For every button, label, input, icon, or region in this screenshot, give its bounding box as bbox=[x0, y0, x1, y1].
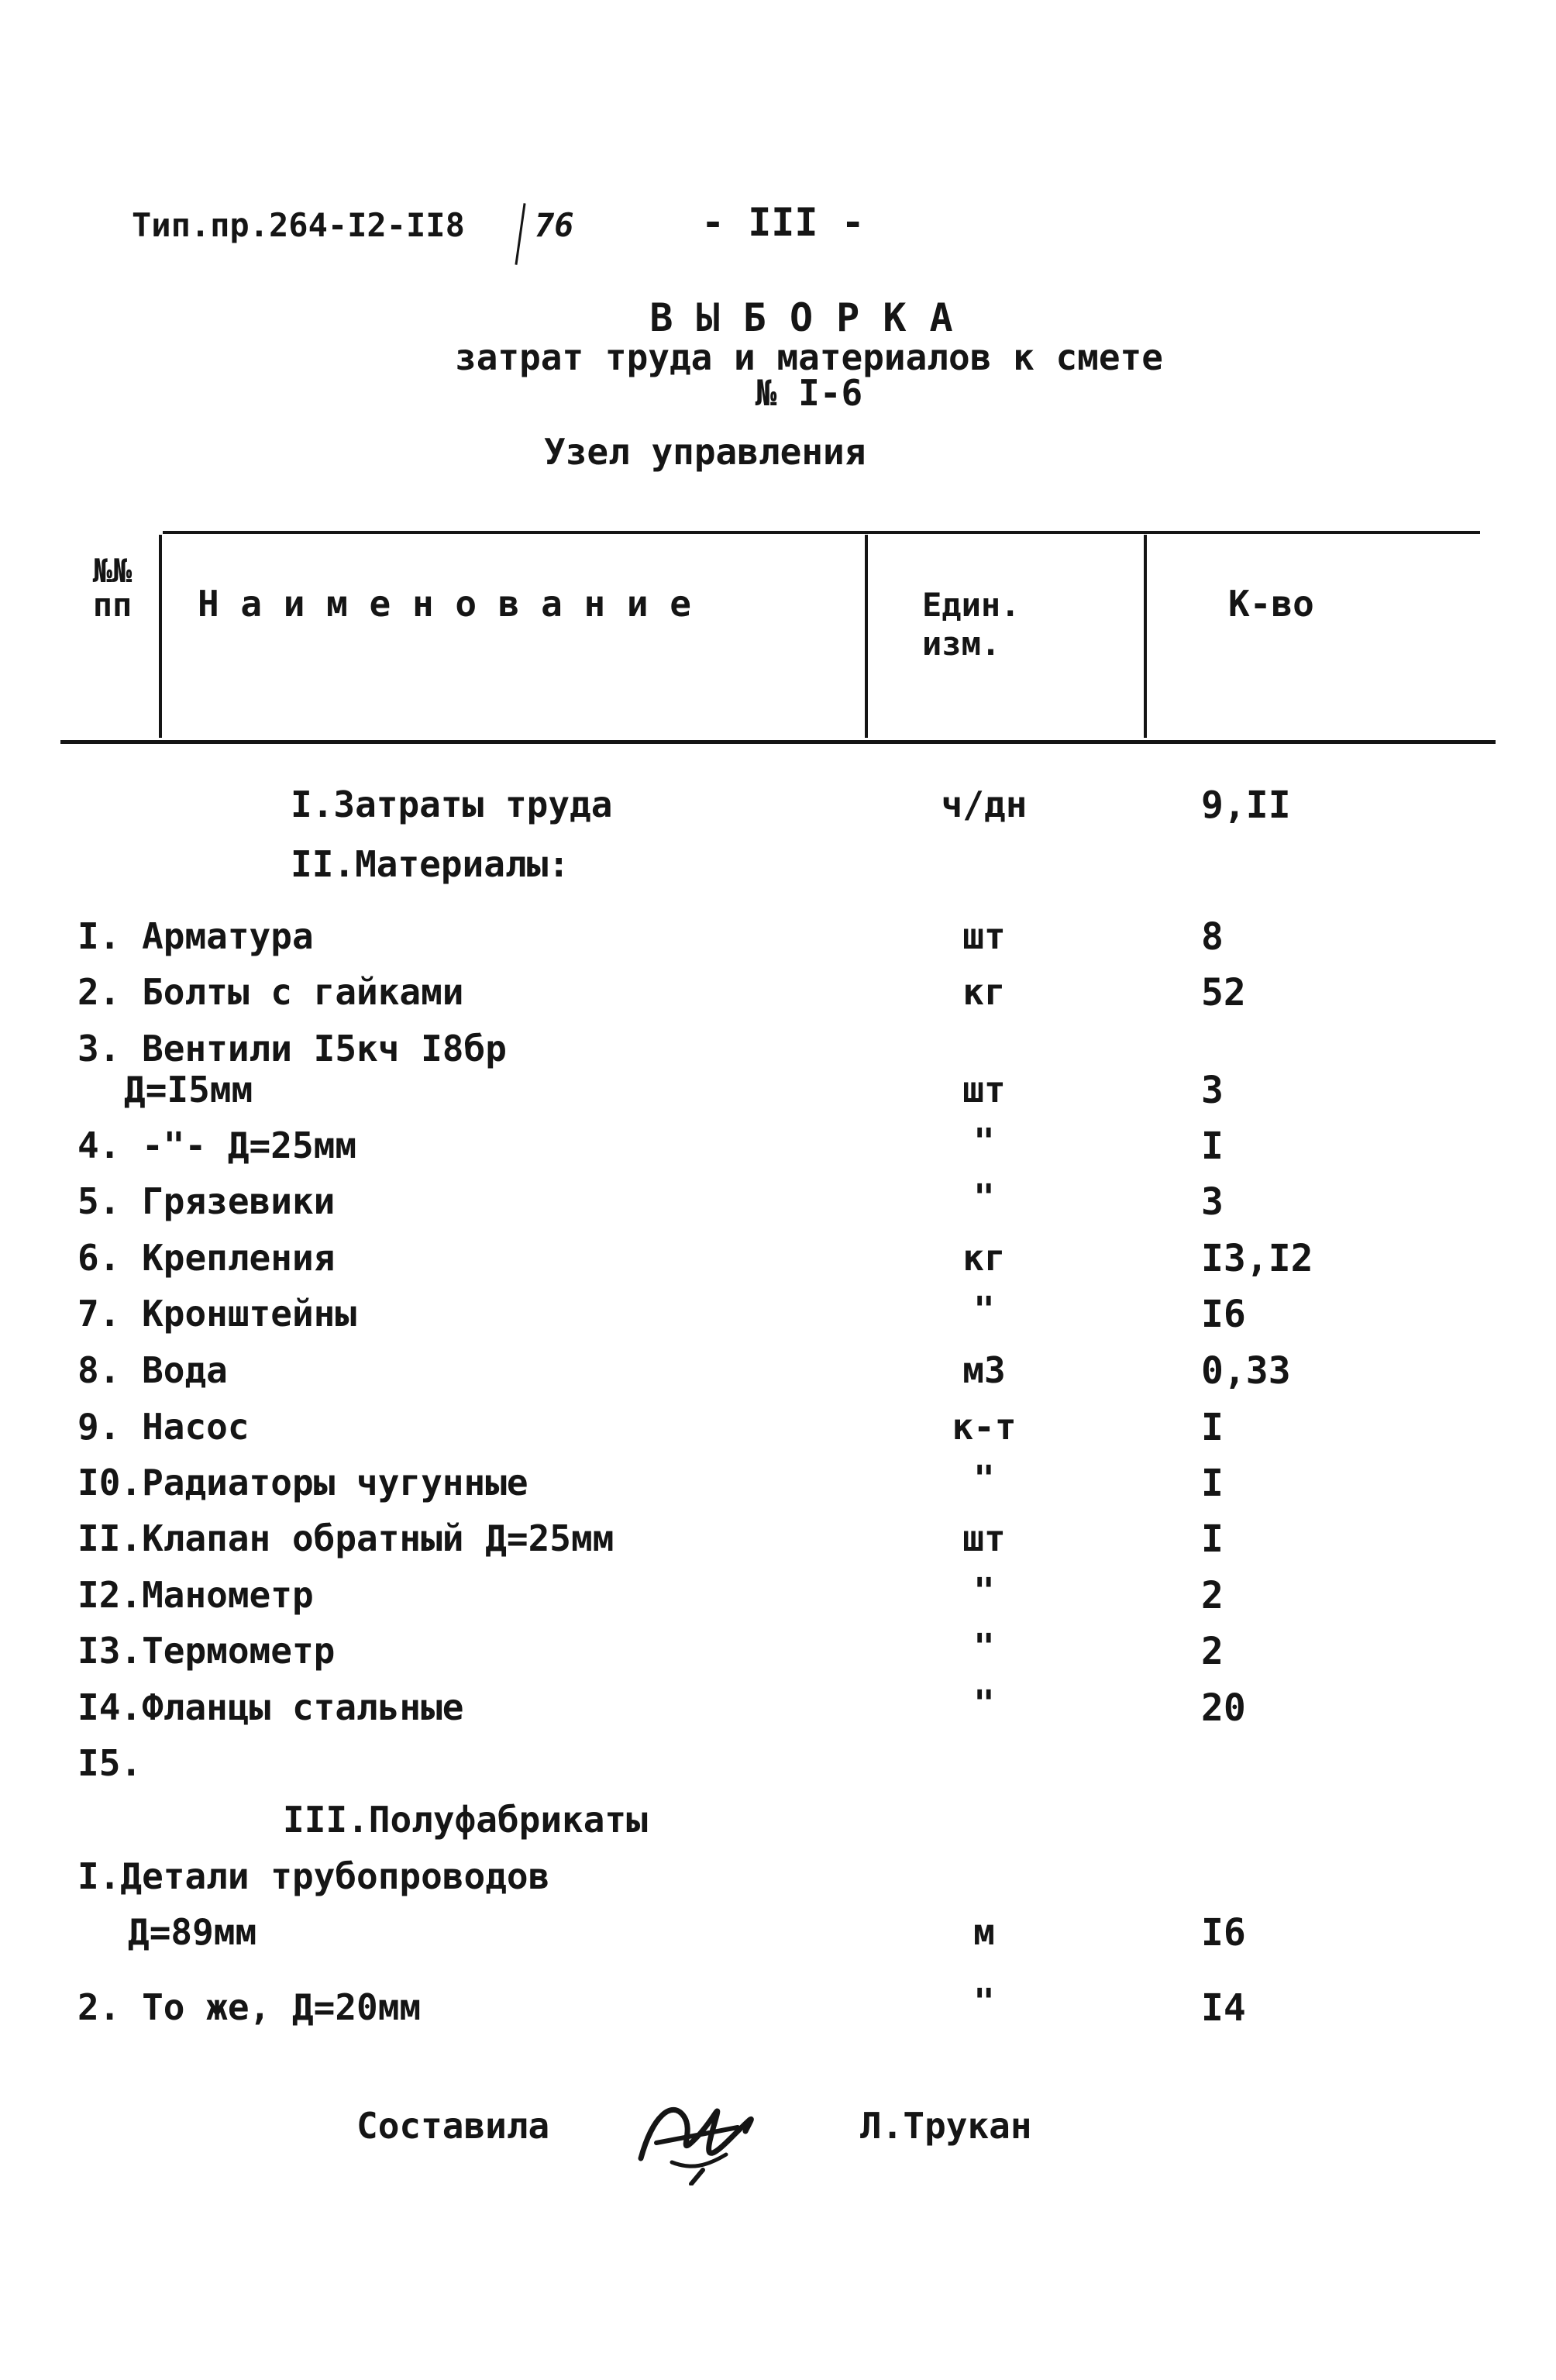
row-label-continued: Д=I5мм bbox=[124, 1069, 253, 1111]
header-divider bbox=[515, 203, 525, 265]
row-label: I.Детали трубопроводов bbox=[77, 1855, 550, 1897]
row-label: I2.Манометр bbox=[77, 1574, 314, 1616]
row-unit: " bbox=[973, 1626, 995, 1668]
row-label: I3.Термометр bbox=[77, 1630, 336, 1672]
row-label: 6. Крепления bbox=[77, 1237, 336, 1279]
row-label: 2. То же, Д=20мм bbox=[77, 1986, 422, 2028]
row-label: I5. bbox=[77, 1742, 143, 1784]
row-quantity: 8 bbox=[1201, 915, 1224, 959]
row-quantity: 20 bbox=[1201, 1686, 1246, 1730]
row-unit: м bbox=[973, 1911, 995, 1953]
row-unit: кг bbox=[962, 971, 1006, 1013]
column-divider-name bbox=[865, 535, 868, 738]
row-unit: " bbox=[973, 1121, 995, 1162]
table-top-border bbox=[163, 531, 1480, 534]
row-label: 5. Грязевики bbox=[77, 1180, 336, 1222]
column-header-unit: Един. изм. bbox=[922, 586, 1021, 663]
section-unit-title: Узел управления bbox=[544, 431, 866, 473]
row-unit: кг bbox=[962, 1237, 1006, 1279]
document-reference: Тип.пр.264-I2-II8 bbox=[132, 206, 465, 244]
labor-label: I.Затраты труда bbox=[291, 784, 613, 825]
row-label: II.Клапан обратный Д=25мм bbox=[77, 1517, 614, 1559]
row-quantity: I bbox=[1201, 1406, 1224, 1449]
compiler-name: Л.Трукан bbox=[860, 2105, 1032, 2147]
column-header-quantity: К-во bbox=[1228, 583, 1314, 625]
signature-image bbox=[629, 2085, 761, 2185]
row-quantity: I3,I2 bbox=[1201, 1237, 1313, 1280]
row-unit: " bbox=[973, 1458, 995, 1500]
row-unit: " bbox=[973, 1570, 995, 1612]
row-unit: шт bbox=[962, 1517, 1006, 1559]
row-unit: " bbox=[973, 1683, 995, 1724]
row-quantity: I4 bbox=[1201, 1986, 1246, 2030]
row-quantity: I6 bbox=[1201, 1911, 1246, 1955]
row-quantity: 3 bbox=[1201, 1069, 1224, 1112]
page-title: В Ы Б О Р К А bbox=[649, 295, 953, 340]
column-divider-num bbox=[159, 535, 162, 738]
row-unit: к-т bbox=[952, 1406, 1017, 1448]
row-quantity: I bbox=[1201, 1462, 1224, 1505]
row-quantity: I bbox=[1201, 1125, 1224, 1168]
row-unit: м3 bbox=[962, 1349, 1006, 1391]
row-quantity: 0,33 bbox=[1201, 1349, 1291, 1393]
row-label: 9. Насос bbox=[77, 1406, 250, 1448]
row-label: I0.Радиаторы чугунные bbox=[77, 1462, 528, 1503]
estimate-number: № I-6 bbox=[755, 372, 863, 414]
materials-heading: II.Материалы: bbox=[291, 843, 570, 885]
row-unit: " bbox=[973, 1289, 995, 1331]
row-quantity: I bbox=[1201, 1517, 1224, 1561]
row-label: 4. -"- Д=25мм bbox=[77, 1125, 357, 1166]
row-label: 3. Вентили I5кч I8бр bbox=[77, 1028, 507, 1069]
row-label: 8. Вода bbox=[77, 1349, 228, 1391]
row-quantity: 2 bbox=[1201, 1630, 1224, 1673]
row-quantity: 52 bbox=[1201, 971, 1246, 1014]
compiled-by-label: Составила bbox=[356, 2105, 550, 2147]
page-number: - III - bbox=[701, 200, 865, 245]
row-label-continued: Д=89мм bbox=[128, 1911, 257, 1953]
row-label: I4.Фланцы стальные bbox=[77, 1686, 464, 1728]
row-unit: шт bbox=[962, 1069, 1006, 1111]
labor-unit: ч/дн bbox=[941, 784, 1028, 825]
row-quantity: 2 bbox=[1201, 1574, 1224, 1617]
row-label: 2. Болты с гайками bbox=[77, 971, 464, 1013]
row-unit: " bbox=[973, 1981, 995, 2023]
page-subtitle: затрат труда и материалов к смете bbox=[455, 336, 1163, 378]
row-label: I. Арматура bbox=[77, 915, 314, 957]
row-label: 7. Кронштейны bbox=[77, 1293, 357, 1335]
row-quantity: I6 bbox=[1201, 1293, 1246, 1336]
labor-quantity: 9,II bbox=[1201, 784, 1291, 827]
row-unit: " bbox=[973, 1176, 995, 1218]
semi-finished-heading: III.Полуфабрикаты bbox=[283, 1799, 648, 1841]
document-reference-suffix: 76 bbox=[535, 206, 574, 244]
table-header-bottom-border bbox=[60, 740, 1496, 744]
row-unit: шт bbox=[962, 915, 1006, 957]
row-quantity: 3 bbox=[1201, 1180, 1224, 1224]
column-divider-unit bbox=[1144, 535, 1147, 738]
column-header-name: Н а и м е н о в а н и е bbox=[198, 583, 691, 625]
column-header-number: №№ пп bbox=[92, 552, 133, 625]
